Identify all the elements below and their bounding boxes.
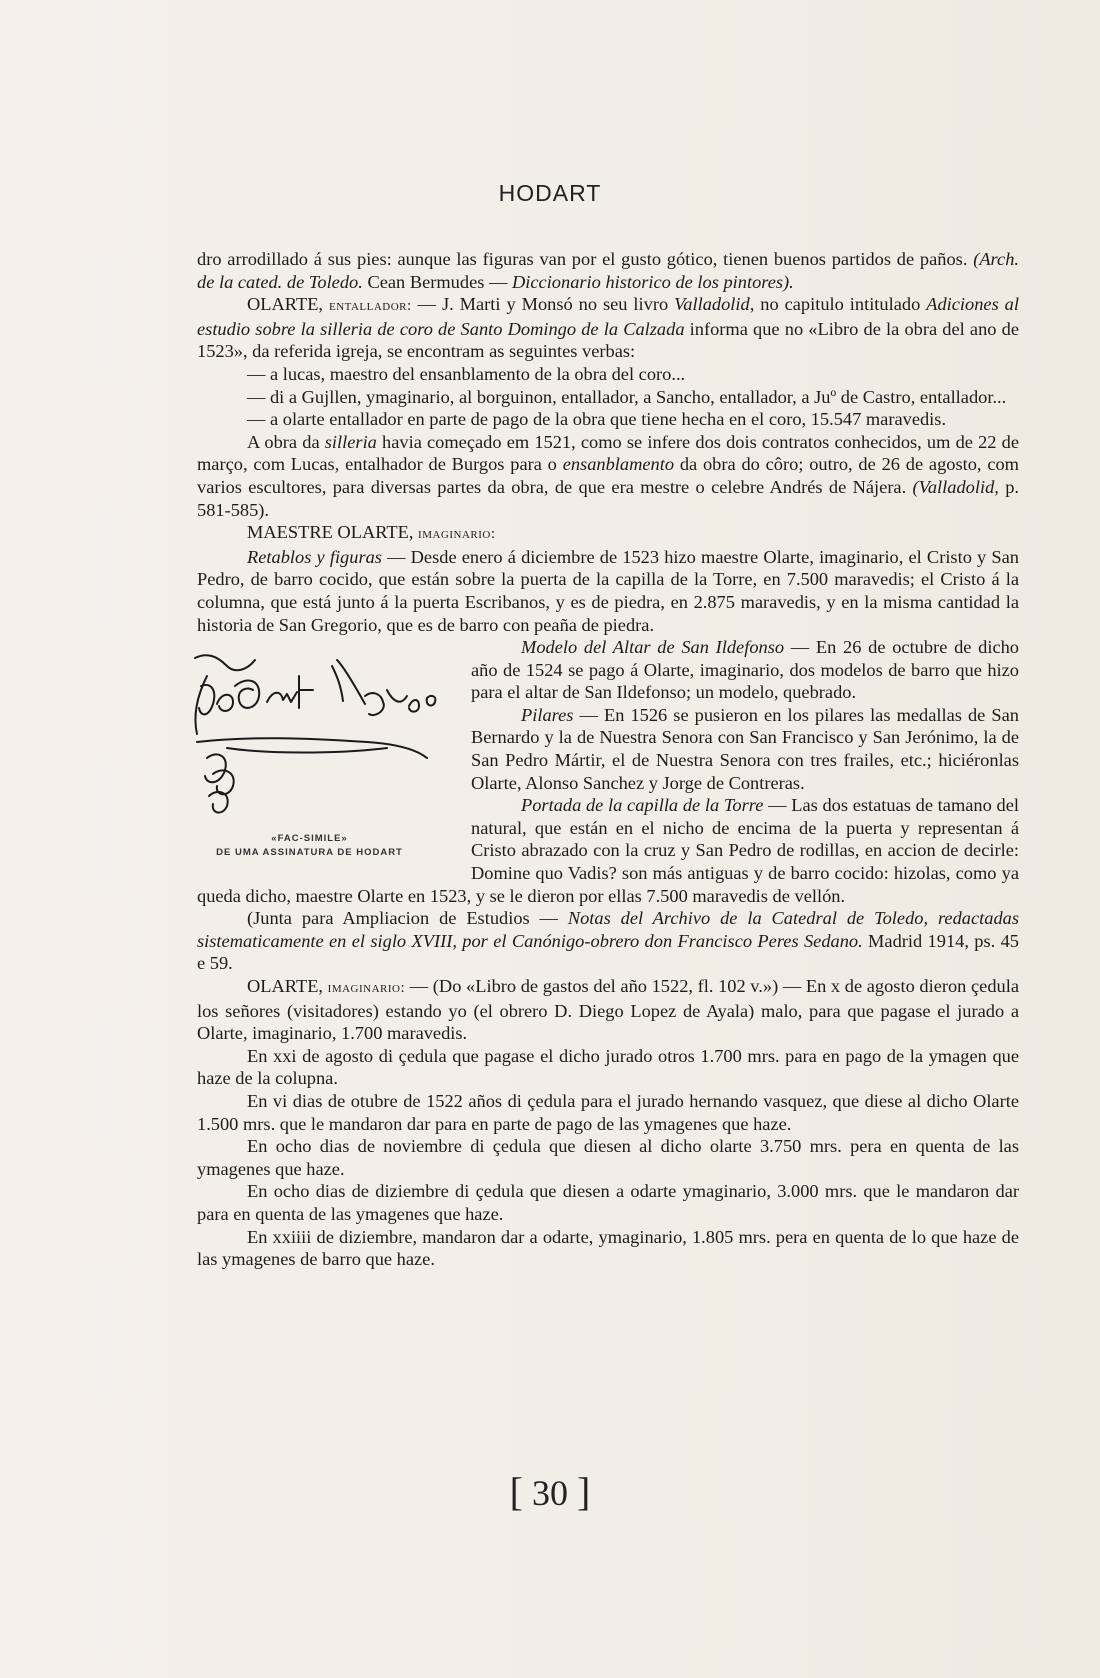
text-run: (Junta para Ampliacion de Estudios — [247, 908, 568, 929]
subheading: Retablos y figuras [247, 546, 382, 567]
quote-line: — a lucas, maestro del ensanblamento de la obra del coro... [247, 363, 686, 384]
entry-heading: OLARTE, [247, 976, 328, 996]
text-run: p. 581-585). [197, 476, 1019, 520]
entry-heading-maestre-olarte [197, 521, 1019, 546]
signature-image [187, 646, 447, 836]
page-number [0, 1468, 1100, 1515]
signature-facsimile [187, 636, 457, 876]
citation: (Valladolid, [912, 476, 999, 497]
citation: Valladolid, [674, 294, 755, 315]
caption-subtitle: DE UMA ASSINATURA DE HODART [216, 847, 403, 859]
paragraph-retablos [197, 546, 1019, 636]
bracket-open: [ [509, 1469, 523, 1514]
text-run: — Desde enero á diciembre de 1523 hizo maestre Olarte, imaginario, el Cristo y San Pedro, de barro cocido, que están sobre la puerta de la capilla de la Torre, en 7.500 maravedis; el Cristo á la columna, que está junto á la puerta Escribanos, y es de piedra, en 2.875 maravedis, y en la misma cantidad la historia de San Gregorio, que es de barro con peaña de piedra. [197, 546, 1019, 635]
subheading: Modelo del Altar de San Ildefonso [521, 637, 785, 658]
bracket-close: ] [577, 1469, 591, 1514]
text-run: dro arrodillado á sus pies: aunque las figuras van por el gusto gótico, tienen buenos partidos de paños. [197, 249, 974, 269]
ledger-entry: En xxiiii de diziembre, mandaron dar a odarte, ymaginario, 1.805 mrs. pera en quenta de lo que haze de las ymagenes de barro que haze. [197, 1226, 1019, 1270]
page-number-value: 30 [532, 1473, 568, 1513]
text-run: — (Do «Libro de gastos del año 1522, fl. 102 v.») — En x de agosto dieron çedula los señores (visitadores) estando yo (el obrero D. Diego Lopez de Ayala) malo, para que pagase el jurado a Olarte, imaginario, 1.700 maravedis. [197, 976, 1019, 1044]
citation: Notas del Archivo de la Catedral de Toledo, redactadas sistematicamente en el siglo XVIII, por el Canónigo-obrero don Francisco Peres Sedano. [197, 908, 1019, 951]
text-run: informa que no «Libro de la obra del ano de 1523», da referida igreja, se encontram as seguintes verbas: [197, 318, 1019, 362]
text-run: no capitulo intitulado [754, 294, 927, 315]
paragraph-olarte-imaginario [197, 975, 1019, 1045]
entry-role: imaginario: [327, 980, 406, 996]
text-run: Cean Bermudes — [362, 271, 512, 292]
text-run: Madrid 1914, ps. 45 e 59. [197, 930, 1019, 974]
subheading: Portada de la capilla de la Torre [521, 795, 764, 816]
subheading: Pilares [521, 704, 574, 725]
ledger-entry: En vi dias de otubre de 1522 años di çedula para el jurado hernando vasquez, que diese al dicho Olarte 1.500 mrs. que le mandaron dar para en parte de pago de las ymagenes que haze. [197, 1090, 1019, 1134]
running-head: HODART [498, 180, 602, 206]
paragraph-silleria [197, 431, 1019, 521]
text-run: — J. Marti y Monsó no seu livro [411, 294, 675, 315]
entry-heading: OLARTE, [247, 294, 329, 315]
paragraph-1 [197, 248, 1019, 293]
citation: Adiciones al estudio sobre la silleria de coro de Santo Domingo de la Calzada [197, 294, 1019, 339]
entry-role: entallador: [328, 298, 412, 315]
text-run: — En 26 de octubre de dicho año de 1524 se pago á Olarte, imaginario, dos modelos de barro que hizo para el altar de San Ildefonso; un modelo, quebrado. [471, 637, 1019, 703]
figure-caption [187, 832, 432, 860]
citation: Diccionario historico de los pintores). [511, 271, 794, 292]
text-run: — Las dos estatuas de tamano del natural, que están en el nicho de encima de la puerta y representan á Cristo abrazado con la cruz y San Pedro de rodillas, en accion de decirle: Domine quo Vadis? son más antiguas y de barro cocido: hizolas, como ya queda dicho, maestre Olarte en 1523, y se le dieron por ellas 7.500 maravedis de vellón. [197, 795, 1019, 906]
quote-line: — a olarte entallador en parte de pago de la obra que tiene hecha en el coro, 15.547 maravedis. [247, 409, 947, 430]
entry-role: imaginario: [418, 526, 496, 543]
text-run: — En 1526 se pusieron en los pilares las medallas de San Bernardo y la de Nuestra Senora con San Francisco y San Jerónimo, la de San Pedro Mártir, el de Nuestra Senora con tres frailes, etc.; hiciéronlas Olarte, Alonso Sanchez y Jorge de Contreras. [471, 704, 1019, 793]
entry-heading: MAESTRE OLARTE, [247, 522, 419, 543]
ledger-entry: En ocho dias de diziembre di çedula que diesen a odarte ymaginario, 3.000 mrs. que le mandaron dar para en quenta de las ymagenes que haze. [197, 1181, 1019, 1224]
ledger-entry: En ocho dias de noviembre di çedula que diesen al dicho olarte 3.750 mrs. pera en quenta de las ymagenes que haze. [197, 1136, 1019, 1179]
citation: ensanblamento [562, 454, 675, 475]
body-text [197, 248, 1019, 1271]
caption-title: «FAC-SIMILE» [271, 833, 348, 845]
text-run: A obra da [247, 431, 325, 452]
text-run: da obra do côro; outro, de 26 de agosto, com varios escultores, para diversas partes da obra, de que era mestre o celebre Andrés de Nájera. [197, 454, 1019, 497]
citation: silleria [324, 431, 377, 452]
text-run: havia começado em 1521, como se infere dos dois contratos conhecidos, um de 22 de março, com Lucas, entalhador de Burgos para o [197, 431, 1019, 475]
paragraph-olarte-entallador [197, 293, 1019, 363]
paragraph-junta [197, 907, 1019, 975]
citation: (Arch. de la cated. de Toledo. [197, 249, 1019, 292]
quote-line: — di a Gujllen, ymaginario, al borguinon, entallador, a Sancho, entallador, a Juº de Castro, entallador... [247, 386, 1007, 407]
ledger-entry: En xxi de agosto di çedula que pagase el dicho jurado otros 1.700 mrs. para en pago de la ymagen que haze de la colupna. [197, 1045, 1019, 1089]
